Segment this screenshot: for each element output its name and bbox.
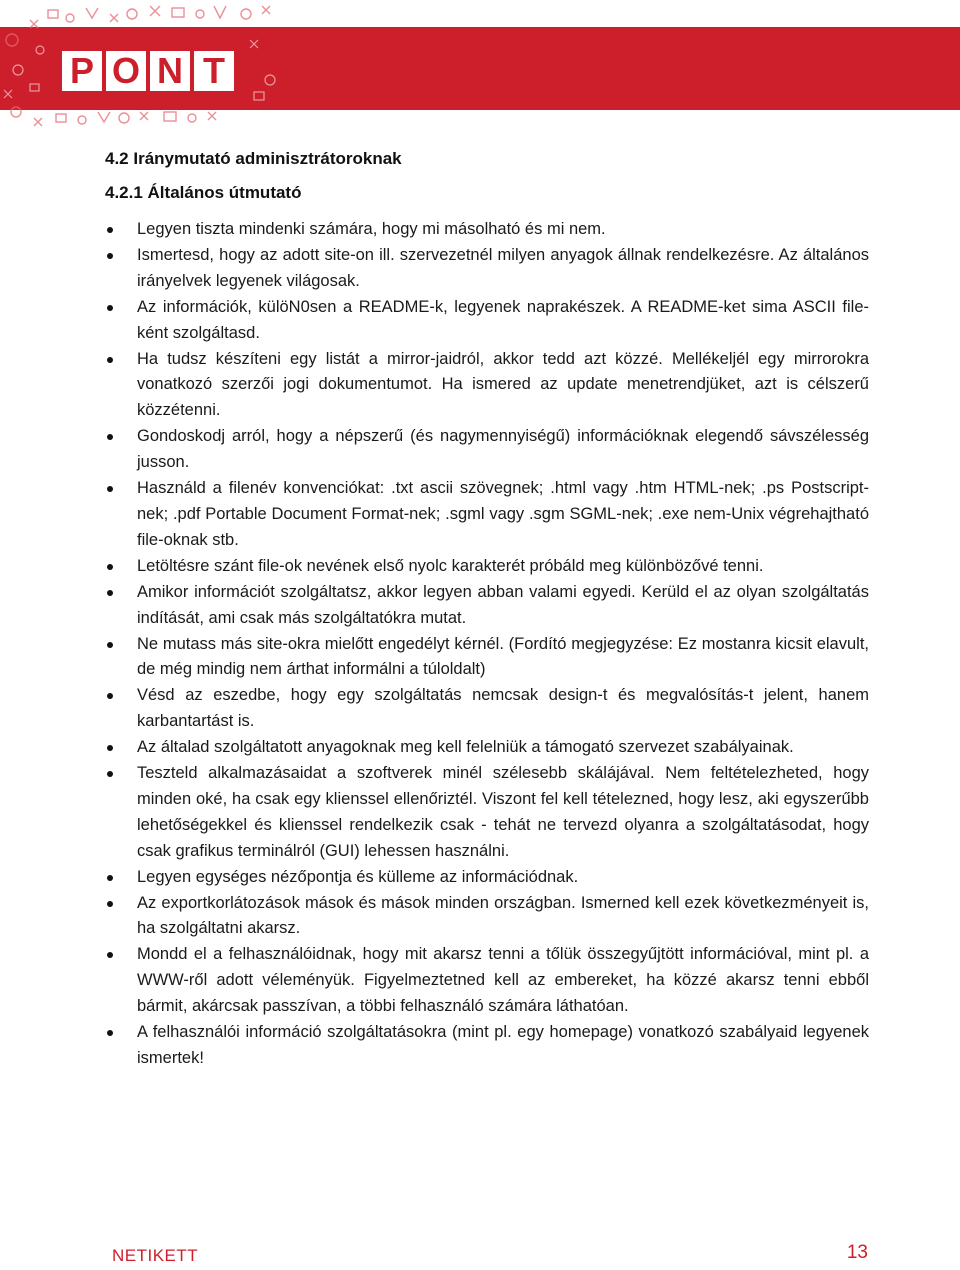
bullet-icon — [107, 771, 113, 777]
list-item — [105, 891, 869, 943]
list-item — [105, 761, 869, 865]
pont-logo — [62, 51, 234, 91]
list-item-text: Ha tudsz készíteni egy listát a mirror-jaidról, akkor tedd azt közzé. Mellékeljél egy mirrorokra vonatkozó szerzői jogi dokumentumot. Ha ismered az update menetrendjüket, azt is célszerű közzétenni. — [137, 349, 869, 420]
list-item-text: Legyen egységes nézőpontja és külleme az információdnak. — [137, 867, 579, 886]
list-item — [105, 424, 869, 476]
list-item — [105, 580, 869, 632]
list-item-text: Amikor információt szolgáltatsz, akkor legyen abban valami egyedi. Kerüld el az olyan szolgáltatás indítását, ami csak más szolgáltatókra mutat. — [137, 582, 869, 627]
bullet-icon — [107, 253, 113, 259]
bullet-icon — [107, 901, 113, 907]
bullet-icon — [107, 642, 113, 648]
list-item — [105, 243, 869, 295]
bullet-icon — [107, 1030, 113, 1036]
list-item-text: Gondoskodj arról, hogy a népszerű (és nagymennyiségű) információknak elegendő sávszélesség jusson. — [137, 427, 869, 472]
page-number: 13 — [846, 1242, 868, 1263]
bullet-icon — [107, 434, 113, 440]
list-item — [105, 347, 869, 425]
bullet-icon — [107, 952, 113, 958]
subsection-title: 4.2.1 Általános útmutató — [105, 183, 302, 202]
bullet-icon — [107, 745, 113, 751]
bullet-icon — [107, 486, 113, 492]
bullet-icon — [107, 305, 113, 311]
list-item-text: Használd a filenév konvenciókat: .txt ascii szövegnek; .html vagy .htm HTML-nek; .ps Postscript-nek; .pdf Portable Document Format-nek; .sgml vagy .sgm SGML-nek; .exe nem-Unix végrehajtható file-oknak stb. — [137, 479, 869, 549]
list-item-text: Legyen tiszta mindenki számára, hogy mi másolható és mi nem. — [137, 220, 606, 238]
section-title: 4.2 Iránymutató adminisztrátoroknak — [105, 149, 402, 168]
list-item — [105, 632, 869, 684]
list-item-text: Mondd el a felhasználóidnak, hogy mit akarsz tenni a tőlük összegyűjtött információval, mint pl. a WWW-ről adott véleményük. Figyelmeztetned kell az embereket, ha közzé akarsz tenni ebből bármit, akárcsak passzívan, a többi felhasználó számára láthatóan. — [137, 945, 869, 1016]
logo-letter-o: O — [106, 51, 146, 91]
list-item — [105, 1020, 869, 1072]
logo-letter-t: T — [194, 51, 234, 91]
list-item-text: Teszteld alkalmazásaidat a szoftverek minél szélesebb skálájával. Nem feltételezheted, hogy minden oké, ha csak egy klienssel ellenőriztél. Viszont fel kell tételezned, hogy lesz, aki egyszerűbb lehetőségekkel és klienssel rendelkezik csak - tehát ne tervezd olyanra a szolgáltatásodat, hogy csak grafikus terminálról (GUI) lehessen használni. — [137, 764, 869, 860]
list-item-text: Az általad szolgáltatott anyagoknak meg kell felelniük a támogató szervezet szabályainak. — [137, 738, 794, 757]
list-item — [105, 942, 869, 1020]
list-item-text: Ne mutass más site-okra mielőtt engedélyt kérnél. (Fordító megjegyzése: Ez mostanra kicsit elavult, de még mindig nem árthat informálni a túloldalt) — [137, 634, 869, 679]
bullet-icon — [107, 564, 113, 570]
list-item — [105, 295, 869, 347]
list-item — [105, 865, 869, 891]
list-item-text: Ismertesd, hogy az adott site-on ill. szervezetnél milyen anyagok állnak rendelkezésre. Az általános irányelvek legyenek világosak. — [137, 245, 869, 290]
list-item — [105, 683, 869, 735]
list-item-text: Az információk, külöN0sen a README-k, legyenek naprakészek. A README-ket sima ASCII file-ként szolgáltasd. — [137, 297, 869, 342]
bullet-icon — [107, 590, 113, 596]
bullet-icon — [107, 227, 113, 233]
bullet-icon — [107, 875, 113, 881]
list-item — [105, 554, 869, 580]
list-item-text: A felhasználói információ szolgáltatásokra (mint pl. egy homepage) vonatkozó szabályaid legyenek ismertek! — [137, 1023, 869, 1067]
guideline-list — [105, 217, 869, 1072]
list-item — [105, 735, 869, 761]
bullet-icon — [107, 693, 113, 699]
list-item — [105, 217, 869, 243]
bullet-icon — [107, 357, 113, 363]
logo-letter-n: N — [150, 51, 190, 91]
logo-letter-p: P — [62, 51, 102, 91]
list-item-text: Az exportkorlátozások mások és mások minden országban. Ismerned kell ezek következményeit is, ha szolgáltatni akarsz. — [137, 893, 869, 938]
footer-title: NETIKETT — [112, 1246, 199, 1265]
list-item-text: Letöltésre szánt file-ok nevének első nyolc karakterét próbáld meg különbözővé tenni. — [137, 556, 764, 575]
list-item-text: Vésd az eszedbe, hogy egy szolgáltatás nemcsak design-t és megvalósítás-t jelent, hanem karbantartást is. — [137, 686, 869, 731]
list-item — [105, 476, 869, 554]
